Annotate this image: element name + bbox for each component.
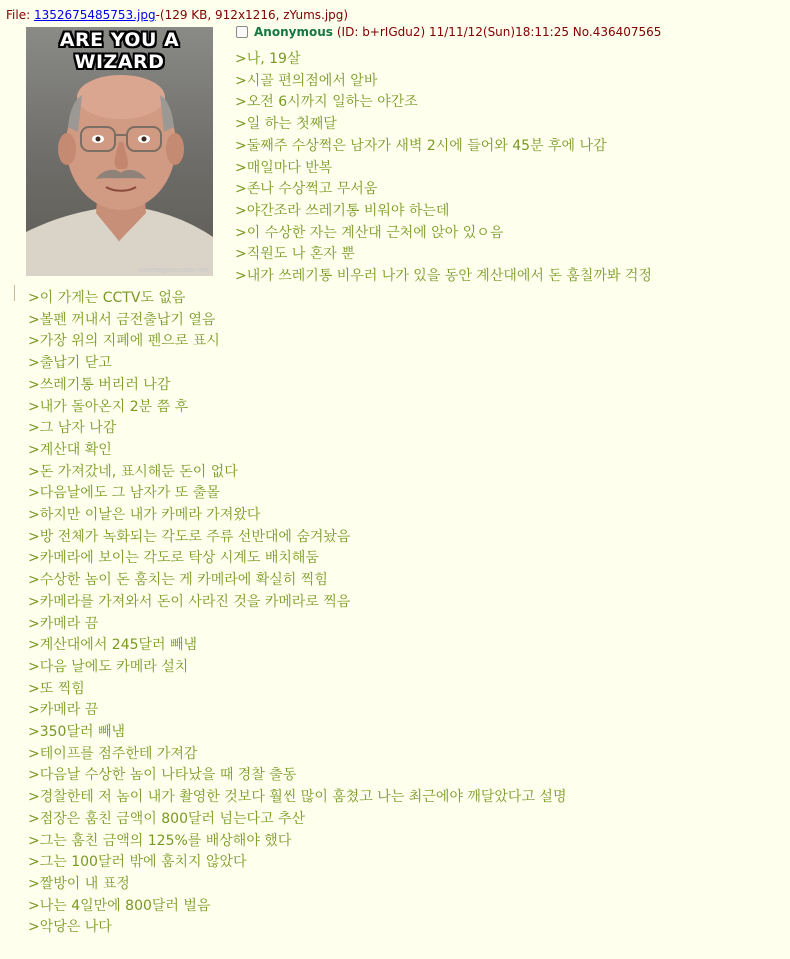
greentext-line: >매일마다 반복 [235,159,333,176]
greentext-line: >그는 훔친 금액의 125%를 배상해야 했다 [28,832,292,849]
greentext-line: >일 하는 첫째달 [235,116,337,133]
poster-name: Anonymous [254,25,333,39]
file-details: -(129 KB, 912x1216, zYums.jpg) [155,8,349,22]
greentext-line: >다음날에도 그 남자가 또 출몰 [28,485,220,502]
post-body-upper [235,49,652,288]
greentext-line: >카메라를 가져와서 돈이 사라진 것을 카메라로 찍음 [28,593,351,610]
greentext-line: >이 가게는 CCTV도 없음 [28,290,186,306]
greentext-line: >나, 19살 [235,51,301,67]
greentext-line: >짤방이 내 표정 [28,875,130,892]
file-prefix: File: [6,8,34,22]
greentext-line: >카메라 끔 [28,702,99,719]
greentext-line: >둘째주 수상쩍은 남자가 새벽 2시에 들어와 45분 후에 나감 [235,137,607,154]
greentext-line: >볼펜 꺼내서 금전출납기 열음 [28,311,216,328]
greentext-line: >그 남자 나감 [28,420,117,437]
greentext-line: >수상한 놈이 돈 훔치는 게 카메라에 확실히 찍힘 [28,572,328,589]
greentext-line: >350달러 빼냄 [28,724,125,741]
greentext-line: >하지만 이날은 내가 카메라 가져왔다 [28,507,261,524]
image-caption-bottom: WIZARD [74,51,165,73]
greentext-line: >점장은 훔친 금액이 800달러 넘는다고 추산 [28,810,306,827]
file-info-line [6,8,348,22]
image-watermark: memegenerator.net [139,266,209,274]
greentext-line: >그는 100달러 밖에 훔치지 않았다 [28,854,247,871]
greentext-line: >경찰한테 저 놈이 내가 촬영한 것보다 훨씬 많이 훔쳤고 나는 최근에야 깨달았다고 설명 [28,789,567,806]
greentext-line: >테이프를 점주한테 가져감 [28,745,198,762]
post-border [14,285,15,301]
greentext-line: >이 수상한 자는 계산대 근처에 앉아 있ㅇ음 [235,224,504,241]
greentext-line: >다음 날에도 카메라 설치 [28,658,189,675]
greentext-line: >야간조라 쓰레기통 비워야 하는데 [235,202,450,219]
greentext-line: >존나 수상쩍고 무서움 [235,181,378,198]
post-select-checkbox[interactable] [236,26,248,38]
greentext-line: >직원도 나 혼자 뿐 [235,246,355,263]
greentext-line: >계산대에서 245달러 빼냄 [28,637,198,654]
post-body-lower [28,288,566,939]
greentext-line: >쓰레기통 버리러 나감 [28,376,171,393]
greentext-line: >계산대 확인 [28,441,112,458]
greentext-line: >출납기 닫고 [28,355,112,372]
file-link[interactable]: 1352675485753.jpg [33,8,156,22]
greentext-line: >방 전체가 녹화되는 각도로 주류 선반대에 숨겨놨음 [28,528,351,545]
greentext-line: >오전 6시까지 일하는 야간조 [235,94,418,111]
greentext-line: >카메라 끔 [28,615,99,632]
post-image-thumbnail[interactable] [26,27,213,276]
image-caption-top: ARE YOU A [59,29,180,51]
greentext-line: >내가 쓰레기통 비우러 나가 있을 동안 계산대에서 돈 훔칠까봐 걱정 [235,268,652,285]
greentext-line: >카메라에 보이는 각도로 탁상 시계도 배치해둠 [28,550,319,567]
post-meta: (ID: b+rIGdu2) 11/11/12(Sun)18:11:25 No.436407565 [336,25,662,39]
greentext-line: >또 찍힘 [28,680,85,697]
greentext-line: >가장 위의 지폐에 펜으로 표시 [28,333,220,350]
greentext-line: >악당은 나다 [28,919,112,936]
greentext-line: >내가 돌아온지 2분 쯤 후 [28,398,189,415]
greentext-line: >돈 가져갔네, 표시해둔 돈이 없다 [28,463,238,480]
greentext-line: >나는 4일만에 800달러 벌음 [28,897,211,914]
greentext-line: >시골 편의점에서 알바 [235,72,378,89]
greentext-line: >다음날 수상한 놈이 나타났을 때 경찰 출동 [28,767,297,784]
post-header [236,25,661,39]
